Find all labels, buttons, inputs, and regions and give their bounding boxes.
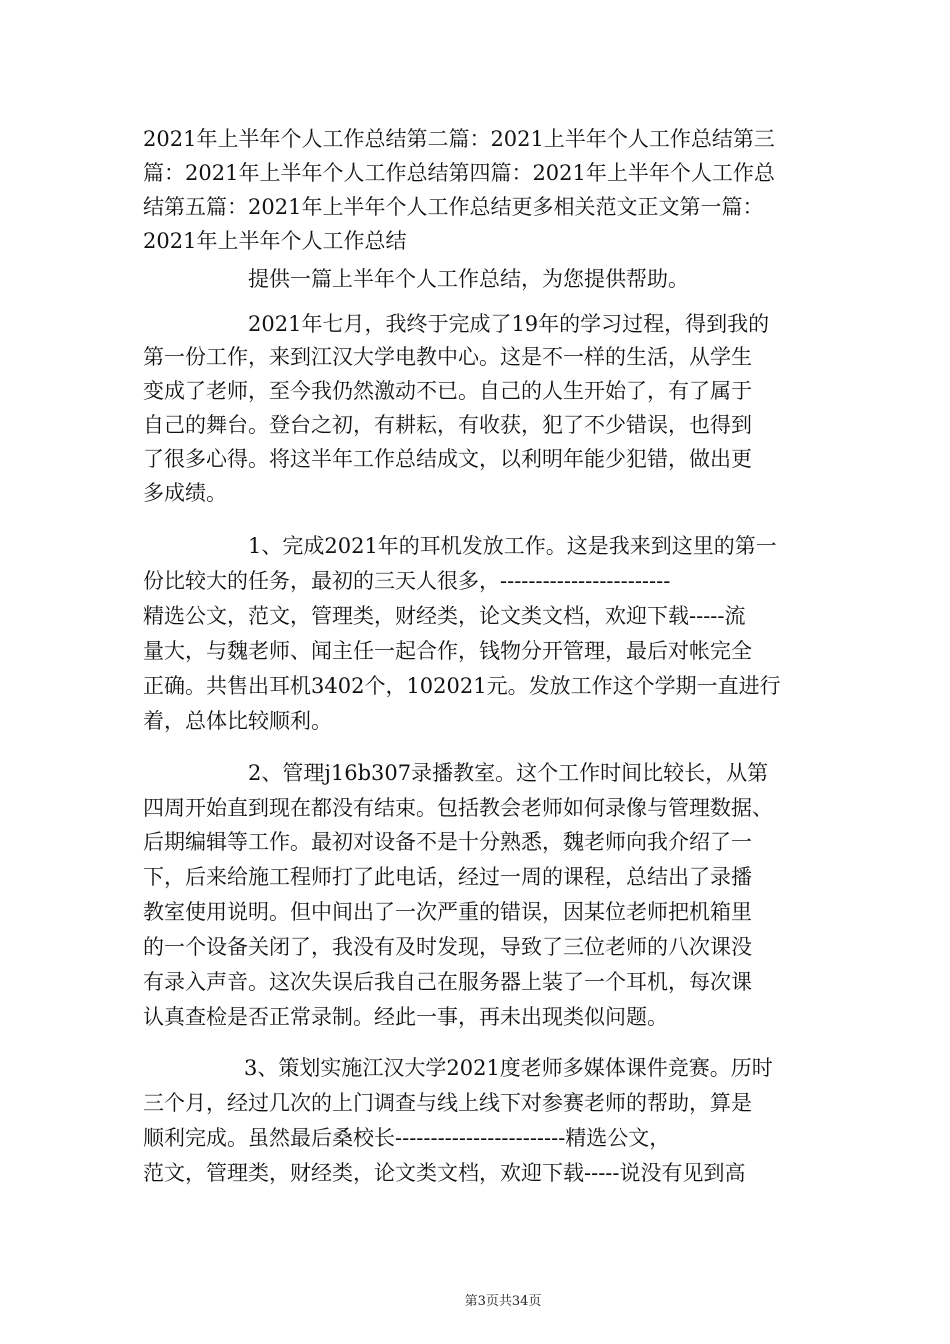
text-line: 量大，与魏老师、闻主任一起合作，钱物分开管理，最后对帐完全	[143, 639, 752, 663]
text-line: 精选公文，范文，管理类，财经类，论文类文档，欢迎下载-----流	[143, 604, 746, 628]
text-line: 顺利完成。虽然最后桑校长------------------------精选公文，	[143, 1126, 671, 1150]
text-line: 了很多心得。将这半年工作总结成文，以利明年能少犯错，做出更	[143, 447, 752, 471]
text-line: 三个月，经过几次的上门调查与线上线下对参赛老师的帮助，算是	[143, 1091, 752, 1115]
text-line: 教室使用说明。但中间出了一次严重的错误，因某位老师把机箱里	[143, 900, 752, 924]
text-line: 2021年上半年个人工作总结	[143, 229, 407, 253]
text-line: 份比较大的任务，最初的三天人很多，------------------------	[143, 569, 671, 593]
text-line: 着，总体比较顺利。	[143, 709, 332, 733]
text-line: 后期编辑等工作。最初对设备不是十分熟悉，魏老师向我介绍了一	[143, 830, 752, 854]
page-footer: 第3页共34页	[464, 1294, 542, 1309]
text-line: 下，后来给施工程师打了此电话，经过一周的课程，总结出了录播	[143, 865, 752, 889]
text-line: 2、管理j16b307录播教室。这个工作时间比较长，从第	[248, 761, 769, 785]
text-line: 2021年七月，我终于完成了19年的学习过程，得到我的	[248, 312, 770, 336]
text-line: 第一份工作，来到江汉大学电教中心。这是不一样的生活，从学生	[143, 345, 752, 369]
text-line: 变成了老师，至今我仍然激动不已。自己的人生开始了，有了属于	[143, 379, 752, 403]
text-line: 多成绩。	[143, 481, 227, 505]
text-line: 提供一篇上半年个人工作总结，为您提供帮助。	[248, 267, 689, 291]
text-line: 有录入声音。这次失误后我自己在服务器上装了一个耳机，每次课	[143, 970, 752, 994]
text-line: 正确。共售出耳机3402个，102021元。发放工作这个学期一直进行	[143, 674, 781, 698]
text-line: 四周开始直到现在都没有结束。包括教会老师如何录像与管理数据、	[143, 796, 773, 820]
text-line: 3、策划实施江汉大学2021度老师多媒体课件竞赛。历时	[244, 1056, 773, 1080]
text-line: 篇：2021年上半年个人工作总结第四篇：2021年上半年个人工作总	[143, 161, 775, 185]
text-line: 认真查检是否正常录制。经此一事，再未出现类似问题。	[143, 1005, 668, 1029]
text-line: 的一个设备关闭了，我没有及时发现，导致了三位老师的八次课没	[143, 935, 752, 959]
text-line: 结第五篇：2021年上半年个人工作总结更多相关范文正文第一篇：	[143, 195, 764, 219]
text-line: 1、完成2021年的耳机发放工作。这是我来到这里的第一	[248, 534, 777, 558]
text-line: 自己的舞台。登台之初，有耕耘，有收获，犯了不少错误，也得到	[143, 413, 752, 437]
text-line: 范文，管理类，财经类，论文类文档，欢迎下载-----说没有见到高	[143, 1161, 746, 1185]
text-line: 2021年上半年个人工作总结第二篇：2021上半年个人工作总结第三	[143, 127, 775, 151]
